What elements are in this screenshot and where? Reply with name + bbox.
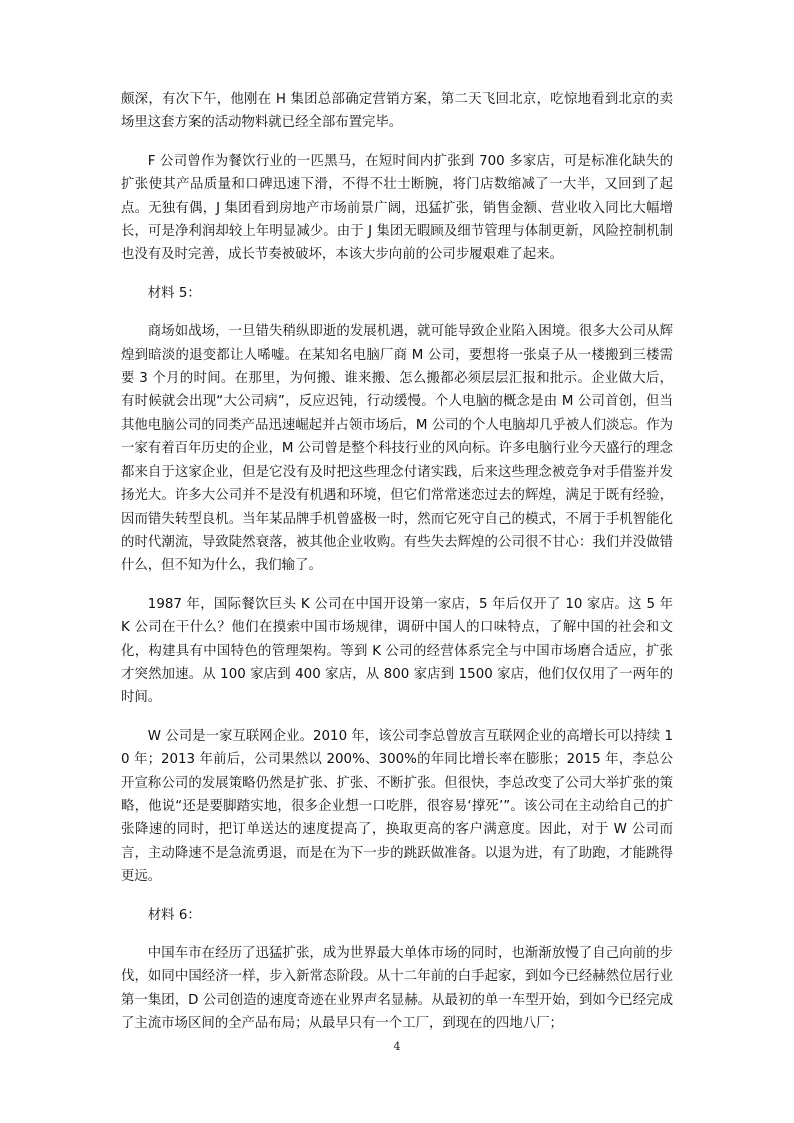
paragraph-continuation: 颇深，有次下午，他刚在 H 集团总部确定营销方案，第二天飞回北京，吃惊地看到北京的卖场里这套方案的活动物料就已经全部布置完毕。 [121, 92, 673, 131]
page-number: 4 [393, 1040, 401, 1053]
paragraph-m-company: 商场如战场，一旦错失稍纵即逝的发展机遇，就可能导致企业陷入困境。很多大公司从辉煌到暗淡的退变都让人唏嘘。在某知名电脑厂商 M 公司，要想将一张桌子从一楼搬到三楼需要 3 个月的时间。在那里，为何搬、谁来搬、怎么搬都必须层层汇报和批示。企业做大后，有时候就会出现“大公司病”，反应迟钝，行动缓慢。个人电脑的概念是由 M 公司首创，但当其他电脑公司的同类产品迅速崛起并占领市场后，M 公司的个人电脑却几乎被人们淡忘。作为一家有着百年历史的企业，M 公司曾是整个科技行业的风向标。许多电脑行业今天盛行的理念都来自于这家企业，但是它没有及时把这些理念付诸实践，后来这些理念被竞争对手借鉴并发扬光大。许多大公司并不是没有机遇和环境，但它们常常迷恋过去的辉煌，满足于既有经验，因而错失转型良机。当年某品牌手机曾盛极一时，然而它死守自己的模式，不屑于手机智能化的时代潮流，导致陡然衰落，被其他企业收购。有些失去辉煌的公司很不甘心：我们并没做错什么，但不知为什么，我们输了。 [121, 324, 673, 574]
paragraph-k-company: 1987 年，国际餐饮巨头 K 公司在中国开设第一家店，5 年后仅开了 10 家店。这 5 年 K 公司在干什么？他们在摸索中国市场规律，调研中国人的口味特点，了解中国的社会和文化，构建具有中国特色的管理架构。等到 K 公司的经营体系完全与中国市场磨合适应，扩张才突然加速。从 100 家店到 400 家店，从 800 家店到 1500 家店，他们仅仅用了一两年的时间。 [121, 596, 673, 706]
paragraph-f-company: F 公司曾作为餐饮行业的一匹黑马，在短时间内扩张到 700 多家店，可是标准化缺失的扩张使其产品质量和口碑迅速下滑，不得不壮士断腕，将门店数缩减了一大半，又回到了起点。无独有偶，J 集团看到房地产市场前景广阔，迅猛扩张，销售金额、营业收入同比大幅增长，可是净利润却较上年明显减少。由于 J 集团无暇顾及细节管理与体制更新，风险控制机制也没有及时完善，成长节奏被破坏，本该大步向前的公司步履艰难了起来。 [121, 153, 673, 263]
paragraph-d-company: 中国车市在经历了迅猛扩张，成为世界最大单体市场的同时，也渐渐放慢了自己向前的步伐，如同中国经济一样，步入新常态阶段。从十二年前的白手起家，到如今已经赫然位居行业第一集团，D 公司创造的速度奇迹在业界声名显赫。从最初的单一车型开始，到如今已经完成了主流市场区间的全产品布局；从最早只有一个工厂，到现在的四地八厂； [121, 946, 673, 1032]
paragraph-w-company: W 公司是一家互联网企业。2010 年，该公司李总曾放言互联网企业的高增长可以持续 10 年；2013 年前后，公司果然以 200%、300%的年同比增长率在膨胀；2015 年，李总公开宣称公司的发展策略仍然是扩张、扩张、不断扩张。但很快，李总改变了公司大举扩张的策略，他说“还是要脚踏实地，很多企业想一口吃胖，很容易‘撑死’”。该公司在主动给自己的扩张降速的同时，把订单送达的速度提高了，换取更高的客户满意度。因此，对于 W 公司而言，主动降速不是急流勇退，而是在为下一步的跳跃做准备。以退为进，有了助跑，才能跳得更远。 [121, 728, 673, 885]
document-body [121, 88, 673, 1051]
section-heading-material-6: 材料 6： [147, 907, 201, 923]
section-heading-material-5: 材料 5： [147, 285, 201, 301]
